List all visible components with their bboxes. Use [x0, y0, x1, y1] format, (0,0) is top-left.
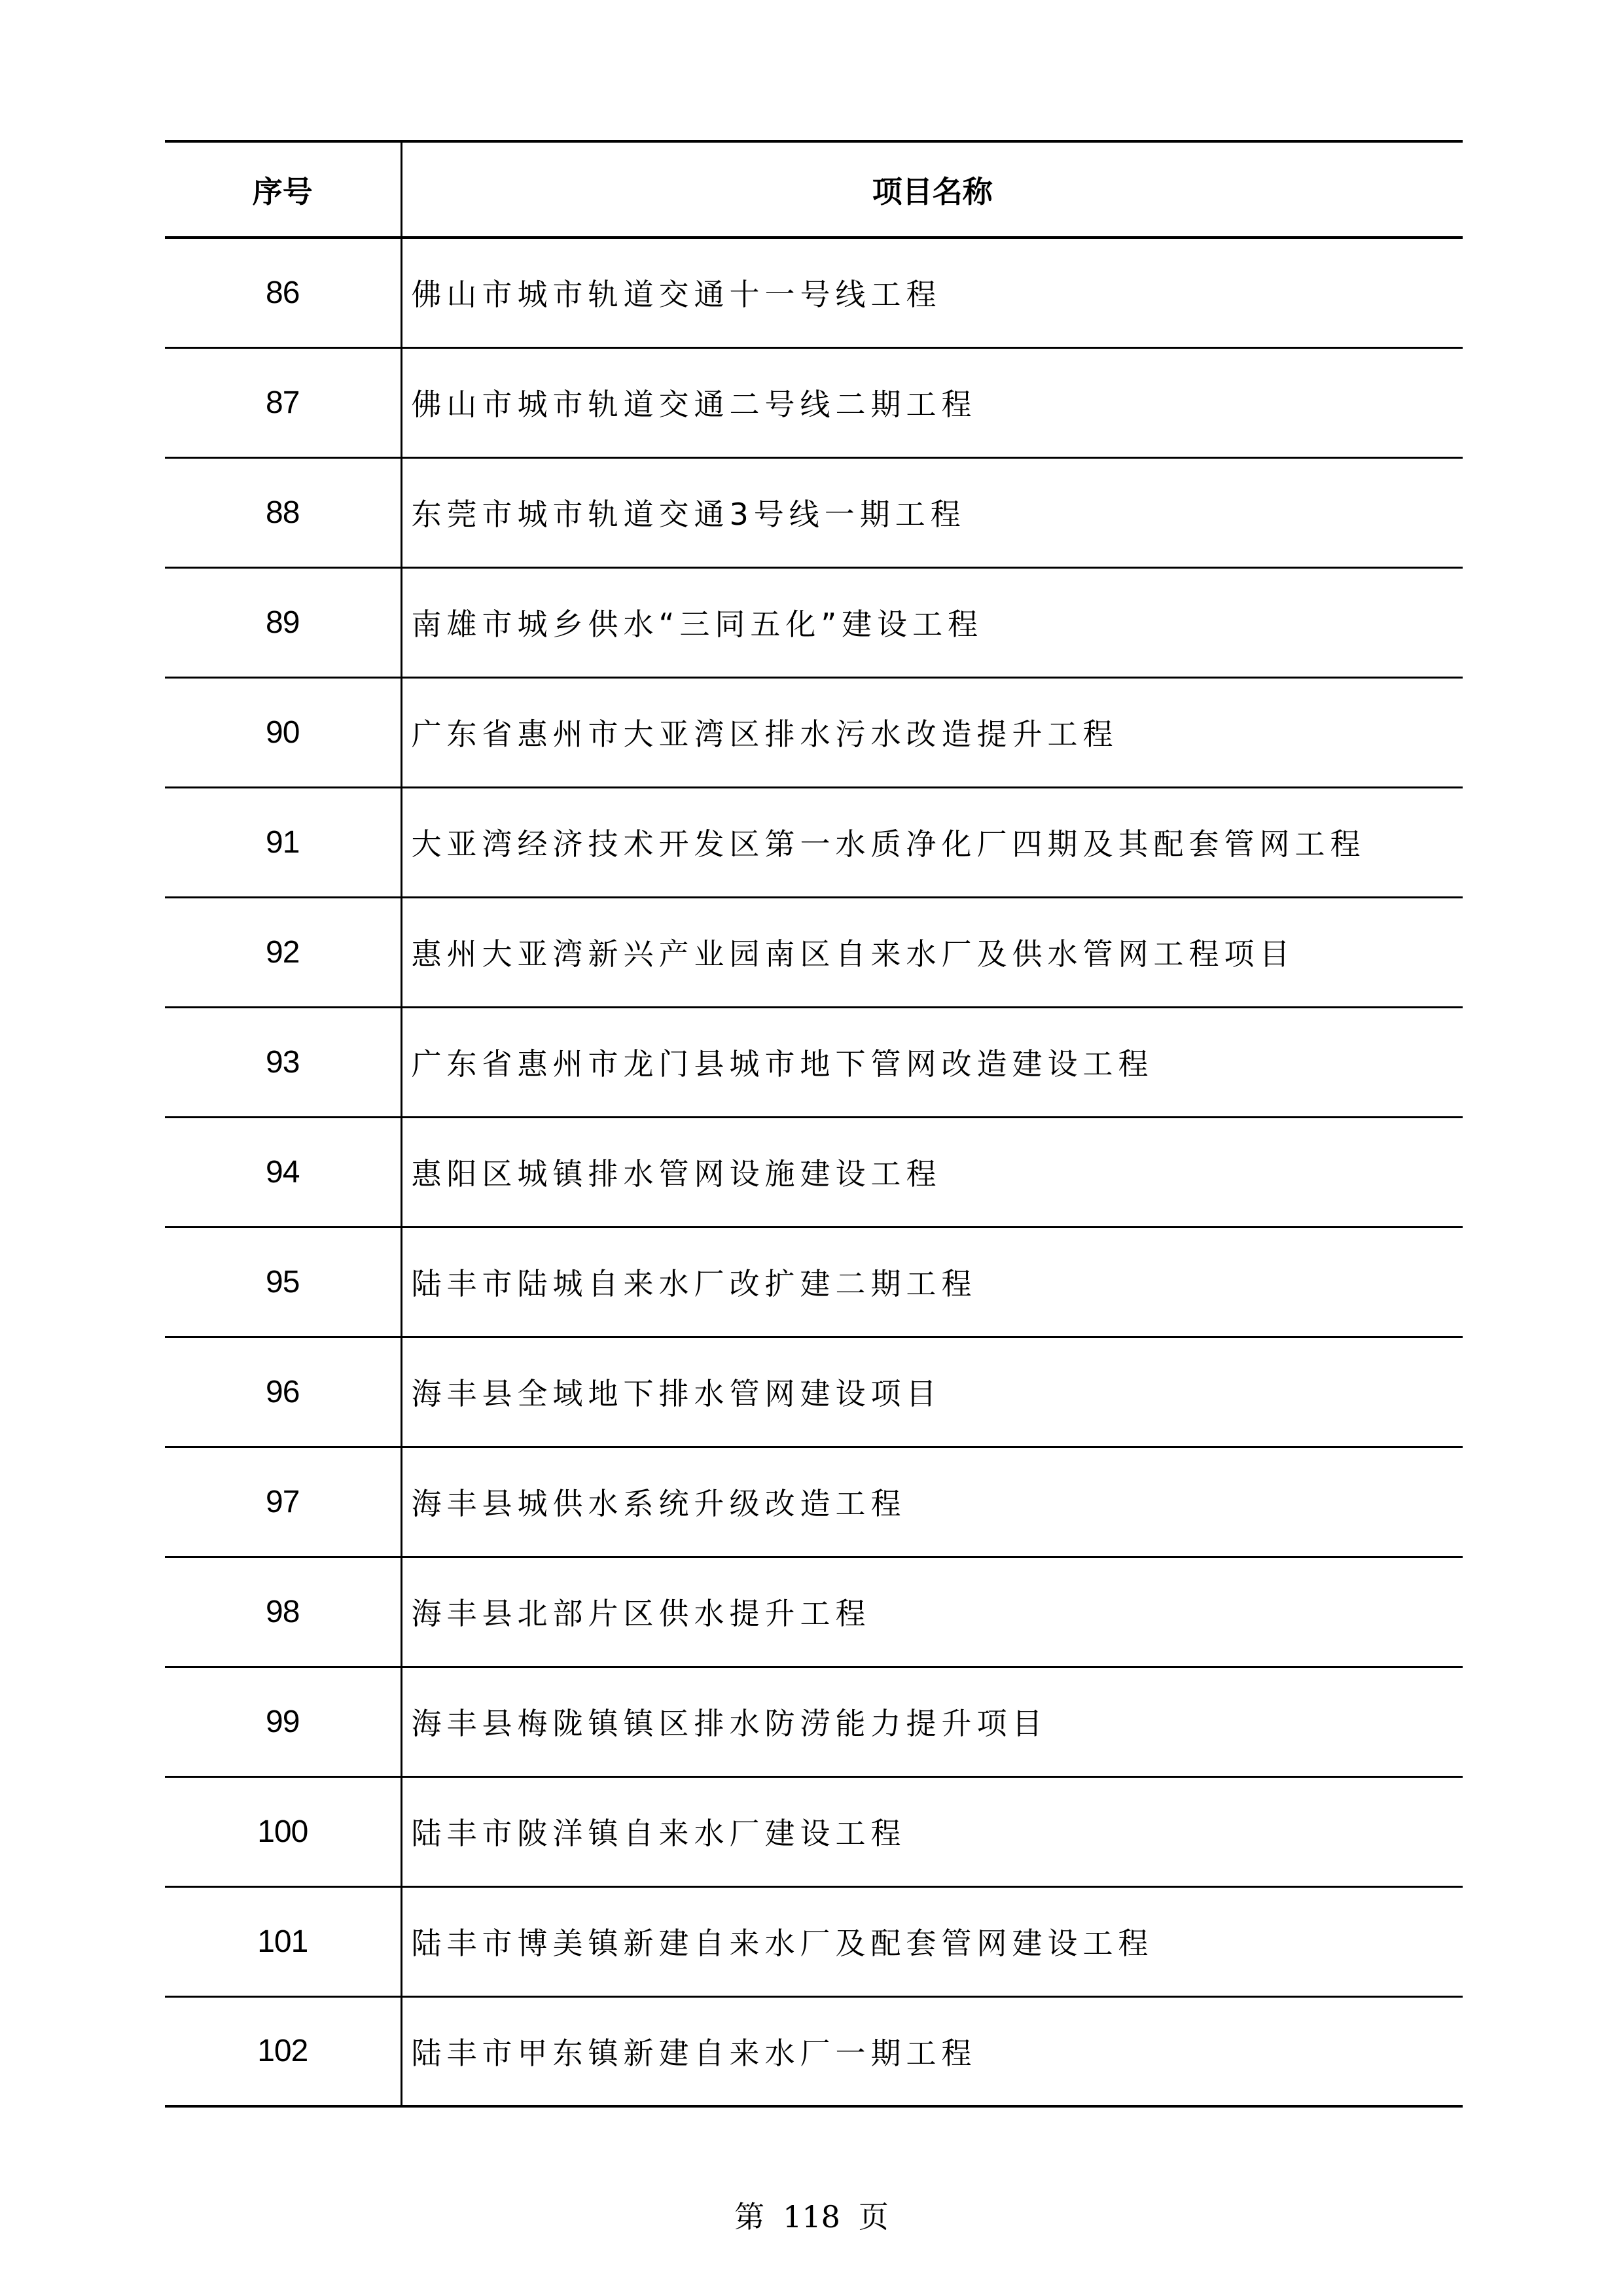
row-project-name: 海丰县全域地下排水管网建设项目 — [401, 1337, 1463, 1447]
table-row — [165, 787, 1463, 897]
row-project-name: 陆丰市陆城自来水厂改扩建二期工程 — [401, 1227, 1463, 1337]
row-number: 102 — [165, 1996, 401, 2106]
table-row — [165, 1007, 1463, 1117]
table-row — [165, 457, 1463, 567]
row-number: 101 — [165, 1886, 401, 1996]
project-table — [165, 140, 1463, 2108]
row-number: 91 — [165, 787, 401, 897]
header-serial-number: 序号 — [165, 141, 401, 238]
table-row — [165, 1996, 1463, 2106]
row-project-name: 海丰县梅陇镇镇区排水防涝能力提升项目 — [401, 1667, 1463, 1776]
row-number: 99 — [165, 1667, 401, 1776]
row-project-name: 南雄市城乡供水“三同五化”建设工程 — [401, 567, 1463, 677]
page-number: 118 — [783, 2199, 840, 2234]
row-number: 93 — [165, 1007, 401, 1117]
row-project-name: 海丰县城供水系统升级改造工程 — [401, 1447, 1463, 1557]
row-project-name: 陆丰市博美镇新建自来水厂及配套管网建设工程 — [401, 1886, 1463, 1996]
row-number: 100 — [165, 1776, 401, 1886]
row-number: 87 — [165, 347, 401, 457]
row-project-name: 惠州大亚湾新兴产业园南区自来水厂及供水管网工程项目 — [401, 897, 1463, 1007]
table-row — [165, 1447, 1463, 1557]
table-row — [165, 1227, 1463, 1337]
table-row — [165, 1117, 1463, 1227]
row-number: 86 — [165, 238, 401, 347]
table-row — [165, 238, 1463, 347]
table-row — [165, 897, 1463, 1007]
row-project-name: 佛山市城市轨道交通二号线二期工程 — [401, 347, 1463, 457]
row-project-name: 东莞市城市轨道交通3号线一期工程 — [401, 457, 1463, 567]
table-row — [165, 1886, 1463, 1996]
header-project-name: 项目名称 — [401, 141, 1463, 238]
row-number: 89 — [165, 567, 401, 677]
table-row — [165, 677, 1463, 787]
row-number: 97 — [165, 1447, 401, 1557]
row-number: 88 — [165, 457, 401, 567]
page-prefix: 第 — [734, 2199, 765, 2234]
row-number: 95 — [165, 1227, 401, 1337]
table-row — [165, 1667, 1463, 1776]
row-project-name: 陆丰市甲东镇新建自来水厂一期工程 — [401, 1996, 1463, 2106]
table-row — [165, 1557, 1463, 1667]
table-row — [165, 347, 1463, 457]
row-number: 96 — [165, 1337, 401, 1447]
row-number: 92 — [165, 897, 401, 1007]
table-row — [165, 1776, 1463, 1886]
row-number: 90 — [165, 677, 401, 787]
table-row — [165, 567, 1463, 677]
row-project-name: 佛山市城市轨道交通十一号线工程 — [401, 238, 1463, 347]
row-project-name: 广东省惠州市龙门县城市地下管网改造建设工程 — [401, 1007, 1463, 1117]
table-header-row — [165, 141, 1463, 238]
row-number: 94 — [165, 1117, 401, 1227]
row-project-name: 广东省惠州市大亚湾区排水污水改造提升工程 — [401, 677, 1463, 787]
row-number: 98 — [165, 1557, 401, 1667]
row-project-name: 陆丰市陂洋镇自来水厂建设工程 — [401, 1776, 1463, 1886]
page-footer — [0, 2193, 1623, 2236]
table-row — [165, 1337, 1463, 1447]
row-project-name: 大亚湾经济技术开发区第一水质净化厂四期及其配套管网工程 — [401, 787, 1463, 897]
row-project-name: 海丰县北部片区供水提升工程 — [401, 1557, 1463, 1667]
row-project-name: 惠阳区城镇排水管网设施建设工程 — [401, 1117, 1463, 1227]
page-suffix: 页 — [858, 2199, 889, 2234]
